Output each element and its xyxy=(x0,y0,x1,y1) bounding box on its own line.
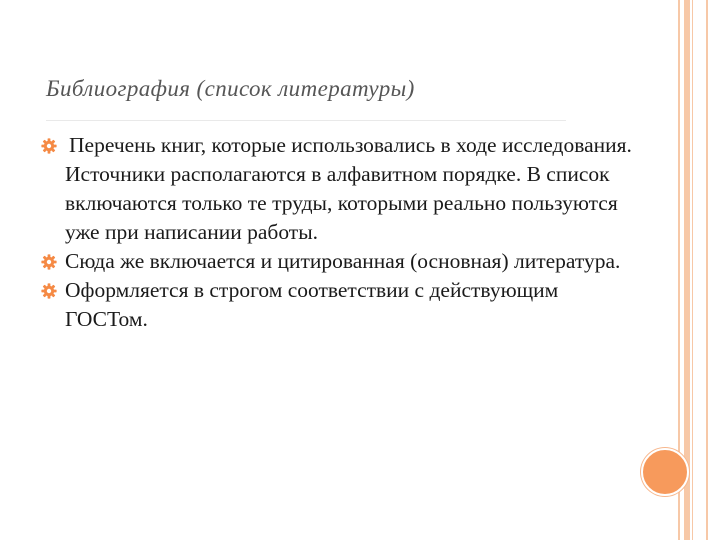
bullet-list xyxy=(40,131,640,334)
gear-icon xyxy=(41,138,57,154)
slide-title: Библиография (список литературы) xyxy=(46,76,415,101)
bullet-text: Перечень книг, которые использовались в ходе исследования. Источники располагаются в алфавитном порядке. В список включаются только те труды, которыми реально пользуются уже при написании работы. xyxy=(65,133,632,244)
bullet-item xyxy=(40,131,640,247)
decor-stripe xyxy=(706,0,708,540)
title-divider xyxy=(46,120,566,121)
bullet-text: Сюда же включается и цитированная (основная) литература. xyxy=(65,249,621,273)
gear-icon xyxy=(41,283,57,299)
gear-icon xyxy=(41,254,57,270)
decor-stripe xyxy=(692,0,693,540)
decor-circle xyxy=(641,448,689,496)
bullet-text: Оформляется в строгом соответствии с действующим ГОСТом. xyxy=(65,278,559,331)
bullet-item xyxy=(40,247,640,276)
bullet-item xyxy=(40,276,640,334)
